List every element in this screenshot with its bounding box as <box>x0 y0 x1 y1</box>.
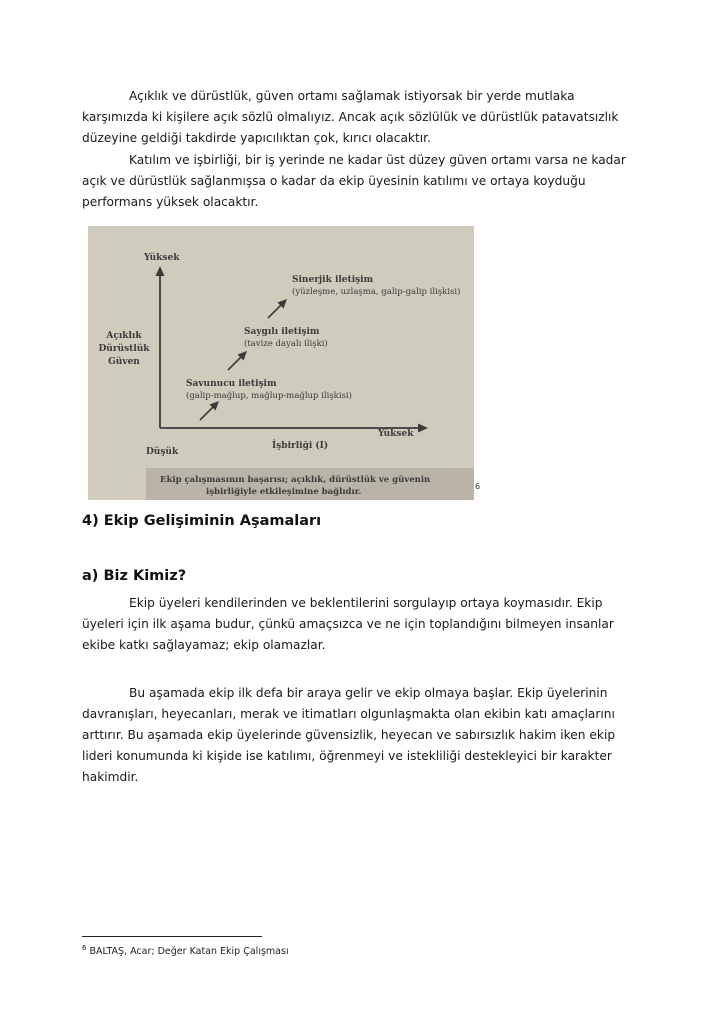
paragraph-who-are-we: Ekip üyeleri kendilerinden ve beklentilerini sorgulayıp ortaya koymasıdır. Ekip üyeleri için ilk aşama budur, çünkü amaçsızca ve ne için toplandığını bilmeyen insanlar ekibe katkı sağlayamaz; ekip olamazlar. <box>82 596 614 652</box>
origin-low-label: Düşük <box>146 447 179 457</box>
footnote-text: BALTAŞ, Acar; Değer Katan Ekip Çalışması <box>89 946 289 957</box>
footnote-number: 6 <box>82 944 87 952</box>
communication-figure <box>88 226 474 500</box>
paragraph-participation: Katılım ve işbirliği, bir iş yerinde ne kadar üst düzey güven ortamı varsa ne kadar açık ve dürüstlük sağlanmışsa o kadar da ekip üyesinin katılımı ve ortaya koyduğu performans yüksek olacaktır. <box>82 153 626 209</box>
footnote <box>82 944 289 957</box>
y-axis-high-label: Yüksek <box>144 253 180 263</box>
paragraph-honesty: Açıklık ve dürüstlük, güven ortamı sağlamak istiyorsak bir yerde mutlaka karşımızda ki kişilere açık sözlü olmalıyız. Ancak açık sözlülük ve dürüstlük patavatsızlık düzeyine geldiği takdirde yapıcılıktan çok, kırıcı olacaktır. <box>82 89 619 145</box>
section-heading: 4) Ekip Gelişiminin Aşamaları <box>82 513 322 529</box>
x-axis-high-label: Yüksek <box>378 429 414 439</box>
level1-title: Savunucu iletişim <box>186 379 277 389</box>
figure-caption-line1: Ekip çalışmasının başarısı; açıklık, dürüstlük ve güvenin <box>160 475 431 485</box>
x-axis-label: İşbirliği (I) <box>272 441 329 451</box>
y-axis-label-openness: Açıklık <box>106 331 142 341</box>
level3-subtitle: (yüzleşme, uzlaşma, galip-galip ilişkisi) <box>292 287 461 297</box>
figure-caption-line2: işbirliğiyle etkileşimine bağlıdır. <box>206 487 362 497</box>
figure-background <box>88 226 474 500</box>
figure-footnote-ref: 6 <box>475 482 481 491</box>
y-axis-label-honesty: Dürüstlük <box>98 344 150 354</box>
footnote-separator <box>82 936 262 937</box>
subsection-heading: a) Biz Kimiz? <box>82 568 187 584</box>
level1-subtitle: (galip-mağlup, mağlup-mağlup ilişkisi) <box>186 391 352 401</box>
level2-subtitle: (tavize dayalı ilişki) <box>244 339 328 349</box>
level3-title: Sinerjik iletişim <box>292 275 374 285</box>
level2-title: Saygılı iletişim <box>244 327 320 337</box>
y-axis-label-trust: Güven <box>108 357 140 367</box>
figure-graphic <box>88 226 474 500</box>
paragraph-first-stage: Bu aşamada ekip ilk defa bir araya gelir ve ekip olmaya başlar. Ekip üyelerinin davranışları, heyecanları, merak ve itimatları olgunlaşmakta olan ekibin katı amaçlarını arttırır. Bu aşamada ekip üyelerinde güvensizlik, heyecan ve sabırsızlık hakim iken ekip lideri konumunda ki kişide ise katılımı, öğrenmeyi ve istekliliği destekleyici bir karakter hakimdir. <box>82 686 616 784</box>
